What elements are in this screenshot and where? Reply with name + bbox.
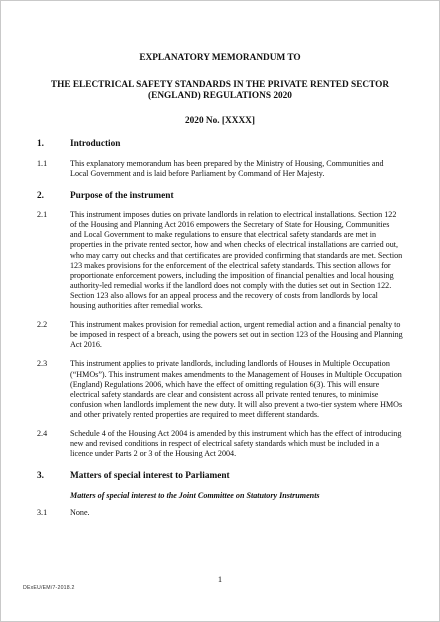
instrument-number: 2020 No. [XXXX] bbox=[185, 115, 255, 126]
paragraph-text: This instrument makes provision for remedial action, urgent remedial action and a financial penalty to be imposed in respect of a breach, using the powers set out in section 123 of the Housing and Planning Act 2016. bbox=[70, 320, 403, 350]
paragraph-text: This instrument applies to private landlords, including landlords of Houses in Multiple Occupation (“HMOs”). This instrument makes amendments to the Management of Houses in Multiple Occupation (England) Regulations 2006, which have the effect of omitting regulation 6(3). This will ensure electrical safety standards are clear and consistent across all private rented tenures, to minimise confusion when landlords implement the new duty. It will also prevent a two-tier system where HMOs and other privately rented properties are required to meet different standards. bbox=[70, 359, 403, 419]
paragraph-number: 2.4 bbox=[37, 428, 48, 438]
section-heading-matters-of-interest bbox=[37, 471, 403, 483]
paragraph-number: 2.2 bbox=[37, 320, 48, 330]
paragraph-text: This instrument imposes duties on private landlords in relation to electrical installations. Section 122 of the Housing and Planning Act 2016 empowers the Secretary of State for Housing, Communities and Local Government to make regulations to ensure that electrical safety standards are met in properties in the private rented sector, how and when checks of electrical installations are carried out, who may carry out checks and that certificates are provided confirming that standards are met. Section 123 makes provisions for the enforcement of the electrical safety standards. This section allows for proportionate enforcement powers, including the imposition of financial penalties and local housing authority-led remedial works if the landlord does not comply with the duties set out in Section 122. Section 123 also allows for an appeal process and the recovery of costs from landlords by local housing authorities after remedial works. bbox=[70, 210, 403, 311]
paragraph-3-1 bbox=[37, 508, 403, 518]
memo-title: EXPLANATORY MEMORANDUM TO bbox=[139, 53, 301, 63]
document-body bbox=[37, 53, 403, 527]
section-title: Purpose of the instrument bbox=[70, 190, 174, 201]
footer-document-code: DExEU/EM/7-2018.2 bbox=[23, 585, 75, 591]
section-title: Matters of special interest to Parliament bbox=[70, 471, 230, 482]
paragraph-2-3 bbox=[37, 359, 403, 420]
paragraph-text: None. bbox=[70, 507, 90, 517]
paragraph-number: 2.3 bbox=[37, 359, 48, 369]
section-number: 1. bbox=[37, 139, 44, 149]
page-number: 1 bbox=[217, 574, 223, 584]
regulation-title: THE ELECTRICAL SAFETY STANDARDS IN THE PRIVATE RENTED SECTOR (ENGLAND) REGULATIONS 2020 bbox=[50, 79, 390, 101]
section-number: 2. bbox=[37, 190, 44, 201]
section-heading-introduction bbox=[37, 139, 403, 151]
section-title: Introduction bbox=[70, 139, 121, 149]
paragraph-2-4 bbox=[37, 429, 403, 459]
paragraph-number: 2.1 bbox=[37, 210, 48, 220]
paragraph-1-1 bbox=[37, 159, 403, 179]
paragraph-number: 1.1 bbox=[37, 158, 48, 168]
paragraph-text: Schedule 4 of the Housing Act 2004 is amended by this instrument which has the effect of introducing new and revised conditions in respect of electrical safety standards which must be included in a licence under Parts 2 or 3 of the Housing Act 2004. bbox=[70, 428, 402, 459]
paragraph-2-1 bbox=[37, 210, 403, 311]
paragraph-number: 3.1 bbox=[37, 507, 48, 517]
section-number: 3. bbox=[37, 471, 44, 482]
subheading-joint-committee: Matters of special interest to the Joint Committee on Statutory Instruments bbox=[70, 490, 320, 500]
paragraph-2-2 bbox=[37, 320, 403, 350]
section-heading-purpose bbox=[37, 191, 403, 203]
paragraph-text: This explanatory memorandum has been prepared by the Ministry of Housing, Communities and Local Government and is laid before Parliament by Command of Her Majesty. bbox=[70, 158, 384, 178]
